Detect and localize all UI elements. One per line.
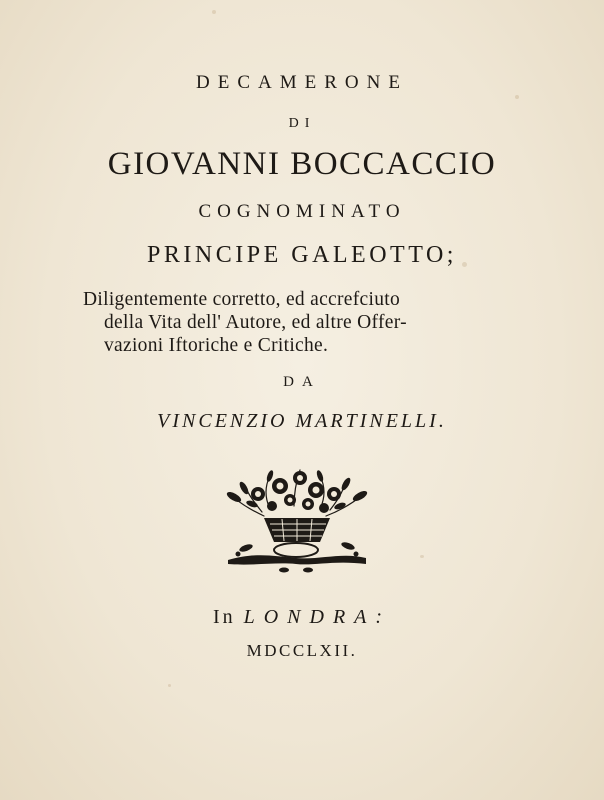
foxing-spot: [420, 555, 424, 558]
author-name: GIOVANNI BOCCACCIO: [107, 146, 497, 182]
imprint-prefix: In: [212, 606, 236, 628]
foxing-spot: [168, 684, 171, 687]
flower-basket-woodcut-icon: [224, 464, 370, 576]
subtitle-line: vazioni Iftoriche e Critiche.: [104, 335, 329, 356]
preposition-da: DA: [283, 374, 321, 390]
imprint: [0, 606, 604, 629]
publication-year: MDCCLXII.: [246, 641, 358, 660]
epithet-intro: COGNOMINATO: [198, 201, 406, 222]
subtitle-line: Diligentemente corretto, ed accrefciuto: [83, 289, 401, 310]
editor-name: VINCENZIO MARTINELLI.: [157, 410, 447, 432]
foxing-spot: [212, 10, 216, 14]
preposition-di: DI: [288, 116, 316, 131]
foxing-spot: [515, 95, 519, 99]
imprint-city: LONDRA:: [243, 606, 392, 628]
subtitle-line: della Vita dell' Autore, ed altre Offer-: [104, 312, 407, 333]
epithet: PRINCIPE GALEOTTO;: [147, 242, 457, 268]
book-title: DECAMERONE: [196, 72, 408, 93]
